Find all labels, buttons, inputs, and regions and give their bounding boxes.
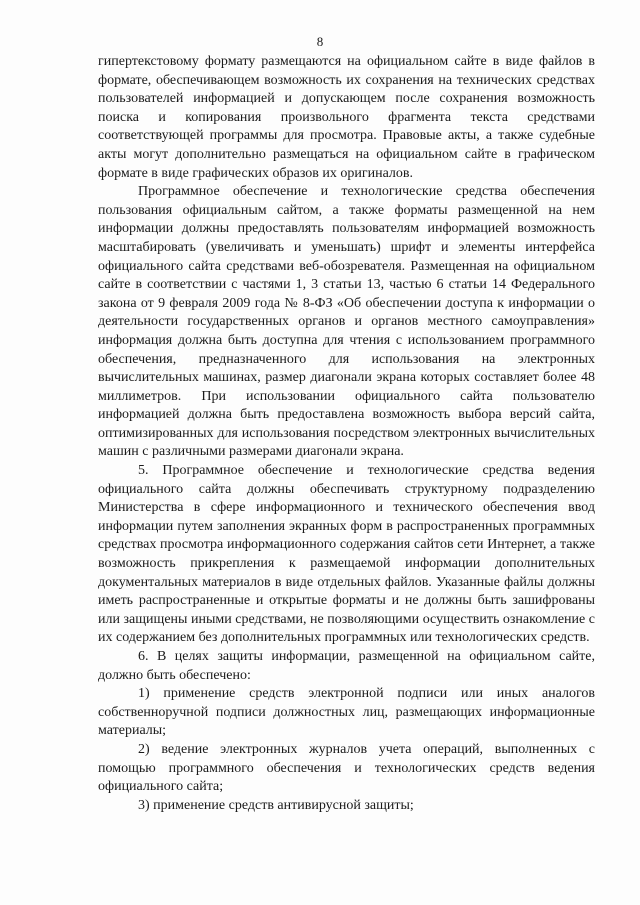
paragraph-subitem-3: 3) применение средств антивирусной защиты; xyxy=(138,797,414,813)
paragraph-software-format: Программное обеспечение и технологические средства обеспечения пользования официальным сайтом, а также форматы размещенной на нем информации должны предоставлять пользователям информацией возможность масштабировать (увеличивать и уменьшать) шрифт и элементы интерфейса официального сайта средствами веб-обозревателя. Размещенная на официальном сайте в соответствии с частями 1, 3 статьи 13, частью 6 статьи 14 Федерального закона от 9 февраля 2009 года № 8-ФЗ «Об обеспечении доступа к информации о деятельности государственных органов и органов местного самоуправления» информация должна быть доступна для чтения с использованием программного обеспечения, предназначенного для использования на электронных вычислительных машинах, размер диагонали экрана которых составляет более 48 миллиметров. При использовании официального сайта пользователю информацией должна быть предоставлена возможность выбора версий сайта, оптимизированных для использования посредством электронных вычислительных машин с различными размерами диагонали экрана. xyxy=(98,184,595,460)
document-body xyxy=(98,53,595,815)
paragraph-item-5: 5. Программное обеспечение и технологические средства ведения официального сайта должны обеспечивать структурному подразделению Министерства в сфере информационного и технического обеспечения ввод информации путем заполнения экранных форм в распространенных программных средствах просмотра информационного содержания сайтов сети Интернет, а также возможность прикрепления к размещаемой информации дополнительных документальных материалов в виде отдельных файлов. Указанные файлы должны иметь распространенные и открытые форматы и не должны быть зашифрованы или защищены иными средствами, не позволяющими осуществить ознакомление с их содержанием без дополнительных программных или технологических средств. xyxy=(98,463,595,646)
page-number: 8 xyxy=(316,34,324,49)
paragraph-subitem-2: 2) ведение электронных журналов учета операций, выполненных с помощью программного обеспечения и технологических средств ведения официального сайта; xyxy=(98,741,595,795)
paragraph-subitem-1: 1) применение средств электронной подписи или иных аналогов собственноручной подписи должностных лиц, размещающих информационные материалы; xyxy=(98,686,595,739)
paragraph-continuation: гипертекстовому формату размещаются на официальном сайте в виде файлов в формате, обеспечивающем возможность их сохранения на технических средствах пользователей информацией и допускающем после сохранения возможность поиска и копирования произвольного фрагмента текста средствами соответствующей программы для просмотра. Правовые акты, а также судебные акты могут дополнительно размещаться на официальном сайте в графическом формате в виде графических образов их оригиналов. xyxy=(98,54,595,181)
paragraph-item-6: 6. В целях защиты информации, размещенной на официальном сайте, должно быть обеспечено: xyxy=(98,649,595,683)
